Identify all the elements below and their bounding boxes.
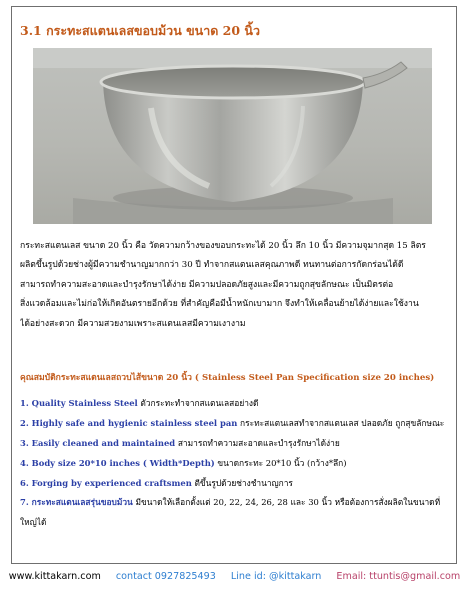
spec-heading [20, 370, 450, 384]
description-line: ได้อย่างสะดวก มีความสวยงามเพราะสแตนเลสมีความเงางาม [20, 318, 246, 329]
description-line: ผลิตขึ้นรูปด้วยช่างผู้มีความชำนาญมากกว่า 30 ปี ทำจากสแตนเลสคุณภาพดี ทนทานต่อการกัดกร่อนได้ดี [20, 260, 404, 271]
line-id[interactable]: Line id: @kittakarn [230, 571, 322, 582]
spec-item-th: สามารถทำความสะอาดและบำรุงรักษาได้ง่าย [175, 438, 340, 448]
description-line: สามารถทำความสะอาดและบำรุงรักษาได้ง่าย มีความปลอดภัยสูงและมีความถูกสุขลักษณะ เป็นมิตรต่อ [20, 279, 394, 290]
spec-item-th: ขนาดกระทะ 20*10 นิ้ว (กว้าง*ลึก) [214, 458, 347, 468]
spec-item [20, 473, 452, 493]
spec-item-en: 6. Forging by experienced craftsmen [20, 478, 192, 488]
spec-item [20, 413, 452, 433]
phone-contact[interactable]: contact 0927825493 [115, 571, 216, 582]
spec-item-th: กระทะสแตนเลสทำจากสแตนเลส ปลอดภัย ถูกสุขลักษณะ [237, 418, 445, 428]
product-description [20, 237, 452, 334]
spec-list [20, 393, 452, 532]
pan-image [33, 48, 432, 224]
spec-item-th: มีขนาดให้เลือกตั้งแต่ 20, 22, 24, 26, 28 และ 30 นิ้ว หรือต้องการสั่งผลิตในขนาดที่ใหญ่ได้ [20, 497, 441, 527]
spec-item [20, 453, 452, 473]
spec-item [20, 493, 452, 532]
spec-item-en: 7. กระทะสแตนเลสรุ่นขอบม้วน [20, 497, 133, 507]
email-link[interactable]: Email: ttuntis@gmail.com [336, 571, 461, 582]
description-line: กระทะสแตนเลส ขนาด 20 นิ้ว คือ วัดความกว้างของขอบกระทะได้ 20 นิ้ว ลึก 10 นิ้ว มีความจุมากสุด 15 ลิตร [20, 241, 426, 251]
spec-item-en: 2. Highly safe and hygienic stainless steel pan [20, 418, 238, 428]
description-line: สิ่งแวดล้อมและไม่ก่อให้เกิดอันตรายอีกด้วย ที่สำคัญคือมีน้ำหนักเบามาก จึงทำให้เคลื่อนย้ายได้ง่ายและใช้งาน [20, 299, 419, 310]
spec-heading-thai: คุณสมบัติกระทะสแตนเลสถวบไส้ขนาด 20 นิ้ว [20, 373, 192, 383]
website-link[interactable]: www.kittakarn.com [8, 571, 101, 582]
spec-item-en: 1. Quality Stainless Steel [20, 398, 138, 408]
spec-item [20, 433, 452, 453]
spec-item-th: ตีขึ้นรูปด้วยช่างชำนาญการ [191, 478, 293, 488]
spec-item-en: 4. Body size 20*10 inches ( Width*Depth) [20, 458, 215, 468]
spec-item [20, 393, 452, 413]
footer-contact [0, 571, 469, 582]
spec-item-en: 3. Easily cleaned and maintained [20, 438, 176, 448]
page-title: 3.1 กระทะสแตนเลสขอบม้วน ขนาด 20 นิ้ว [20, 23, 260, 38]
spec-item-th: ตัวกระทะทำจากสแตนเลสอย่างดี [137, 398, 259, 408]
product-photo [33, 48, 432, 224]
spec-heading-english: ( Stainless Steel Pan Specification size 20 inches) [194, 373, 435, 383]
